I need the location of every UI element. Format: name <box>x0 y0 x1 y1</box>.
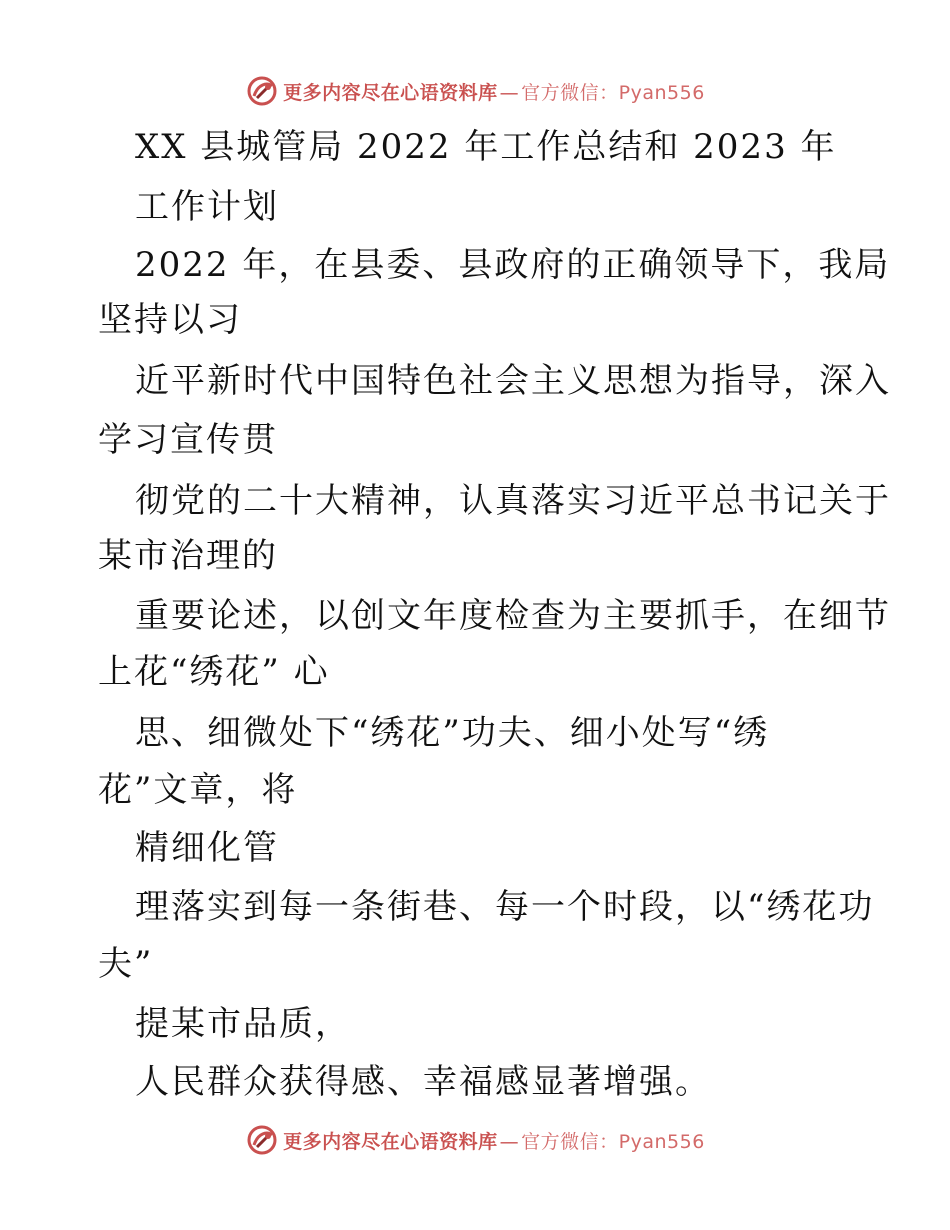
doc-line: 2022 年，在县委、县政府的正确领导下，我局 <box>135 245 891 285</box>
doc-line: 某市治理的 <box>98 536 278 576</box>
doc-title-line-2: 工作计划 <box>135 187 279 227</box>
red-swirl-logo-icon <box>245 1123 279 1157</box>
doc-line: 学习宣传贯 <box>98 420 278 460</box>
doc-title-line-1: XX 县城管局 2022 年工作总结和 2023 年 <box>135 127 837 167</box>
footer-banner <box>0 1120 950 1160</box>
doc-line: 理落实到每一条街巷、每一个时段，以“绣花功 <box>135 887 875 927</box>
banner-wechat: 官方微信：Pyan556 <box>521 1130 705 1153</box>
banner-dash: — <box>499 81 520 104</box>
banner-title: 更多内容尽在心语资料库 <box>283 81 498 104</box>
doc-line: 彻党的二十大精神，认真落实习近平总书记关于 <box>135 481 891 521</box>
banner-title: 更多内容尽在心语资料库 <box>283 1130 498 1153</box>
doc-line: 上花“绣花” 心 <box>98 652 330 692</box>
doc-line: 夫” <box>98 944 154 984</box>
banner-dash: — <box>499 1130 520 1153</box>
doc-line: 坚持以习 <box>98 300 242 340</box>
doc-line: 精细化管 <box>135 828 279 868</box>
doc-line: 人民群众获得感、幸福感显著增强。 <box>135 1062 711 1102</box>
banner-wechat: 官方微信：Pyan556 <box>521 81 705 104</box>
doc-line: 思、细微处下“绣花”功夫、细小处写“绣 <box>135 713 770 753</box>
doc-line: 提某市品质， <box>135 1004 351 1044</box>
doc-line: 重要论述，以创文年度检查为主要抓手，在细节 <box>135 596 891 636</box>
doc-line: 近平新时代中国特色社会主义思想为指导，深入 <box>135 361 891 401</box>
doc-line: 花”文章，将 <box>98 770 298 810</box>
